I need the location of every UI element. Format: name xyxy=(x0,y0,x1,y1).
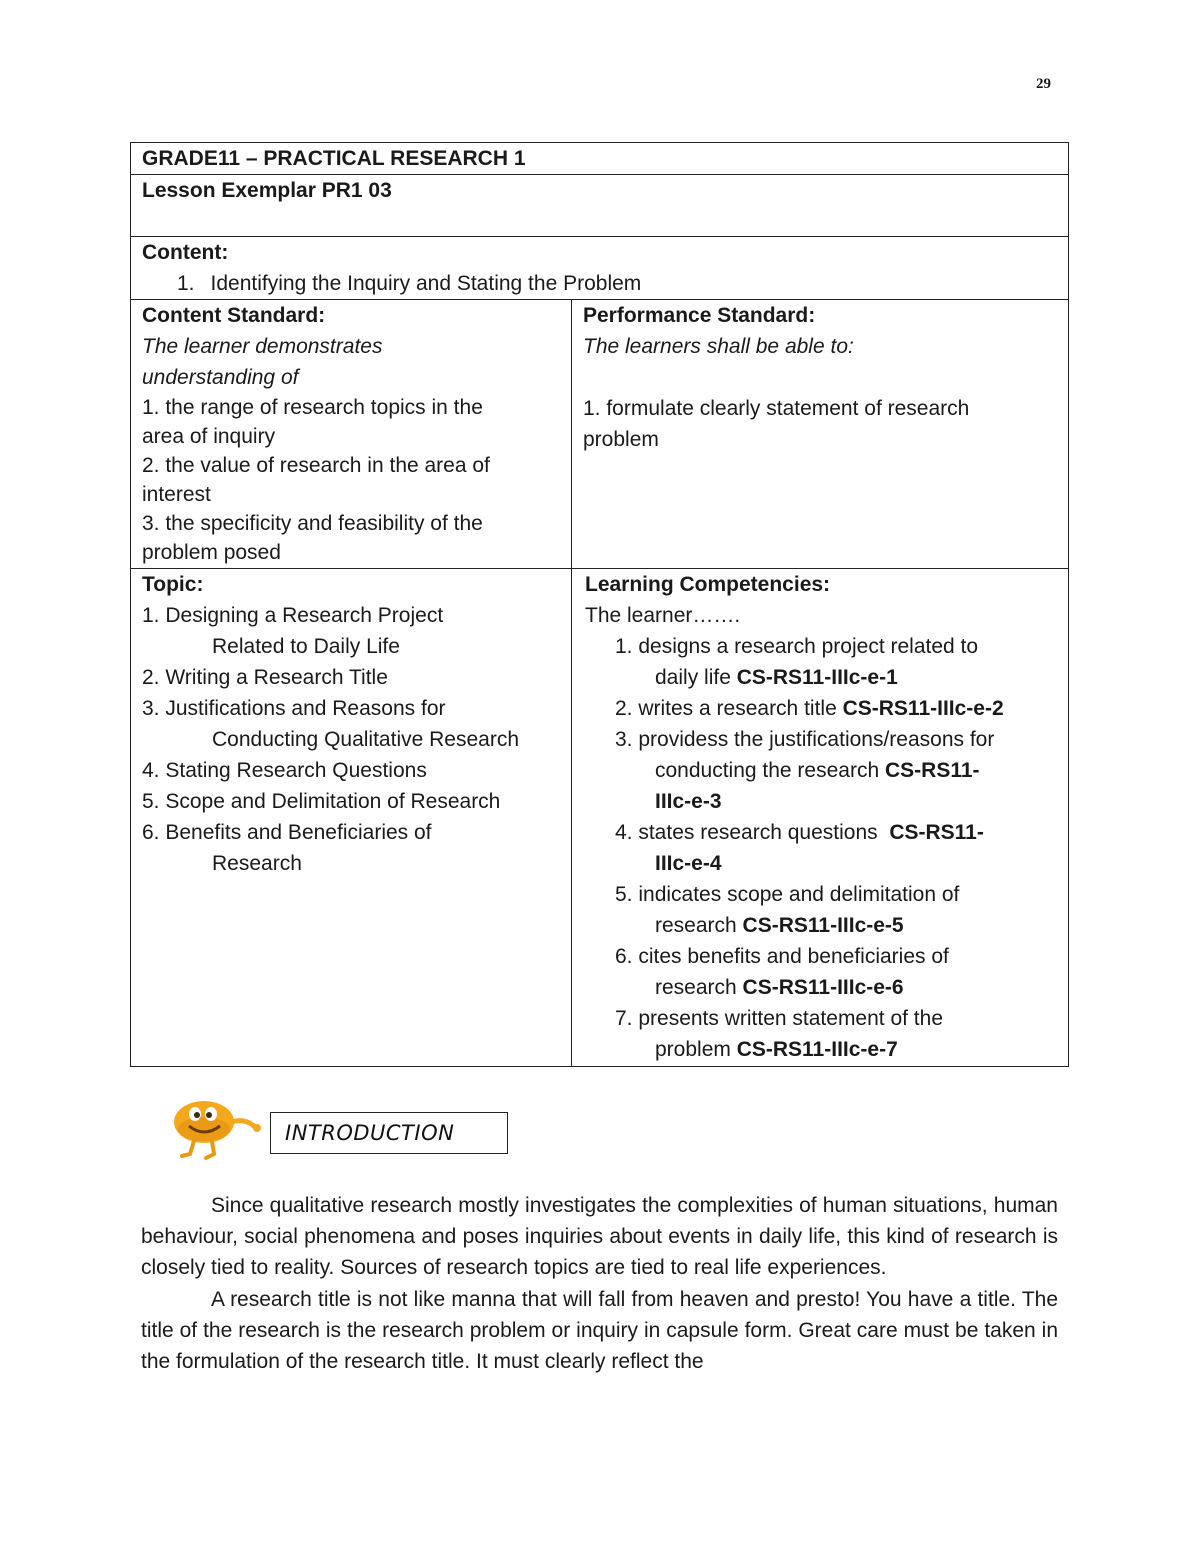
performance-standard-label: Performance Standard: xyxy=(583,304,816,327)
competencies-label: Learning Competencies: xyxy=(585,573,831,596)
content-item-number: 1. xyxy=(177,272,195,295)
topic-item-3-line-2: Conducting Qualitative Research xyxy=(212,728,520,751)
competency-3-line-1: 3. providess the justifications/reasons for xyxy=(615,728,995,751)
topic-item-2: 2. Writing a Research Title xyxy=(142,666,388,689)
introduction-body xyxy=(141,1190,1058,1377)
competency-7-line-2: problem CS-RS11-IIIc-e-7 xyxy=(655,1038,898,1061)
competency-5-line-1: 5. indicates scope and delimitation of xyxy=(615,883,960,906)
competency-3-line-2: conducting the research CS-RS11- xyxy=(655,759,980,782)
topic-item-5: 5. Scope and Delimitation of Research xyxy=(142,790,501,813)
competency-6-code: CS-RS11-IIIc-e-6 xyxy=(742,976,904,999)
introduction-paragraph-2: A research title is not like manna that will fall from heaven and presto! You have a title. The title of the research is the research problem or inquiry in capsule form. Great care must be taken in the formulation of the research title. It must clearly reflect the xyxy=(141,1287,1058,1374)
introduction-box xyxy=(270,1112,508,1154)
performance-standard-intro: The learners shall be able to: xyxy=(583,335,854,358)
competency-2-code: CS-RS11-IIIc-e-2 xyxy=(842,697,1004,720)
mascot-icon xyxy=(170,1098,268,1162)
topic-label: Topic: xyxy=(142,573,204,596)
competency-1-code: CS-RS11-IIIc-e-1 xyxy=(736,666,898,689)
content-standard-cell xyxy=(131,300,572,569)
lesson-table xyxy=(130,142,1069,1067)
content-item xyxy=(142,268,1058,299)
content-standard-item-2-line-2: interest xyxy=(142,483,211,506)
competency-7-line-1: 7. presents written statement of the xyxy=(615,1007,944,1030)
competency-1-line-2: daily life CS-RS11-IIIc-e-1 xyxy=(655,666,898,689)
content-standard-item-1-line-1: 1. the range of research topics in the xyxy=(142,396,483,419)
competency-4-code-a: CS-RS11- xyxy=(889,821,984,844)
competencies-cell xyxy=(572,569,1069,1067)
competency-1-line-1: 1. designs a research project related to xyxy=(615,635,979,658)
competency-4-code-b: IIIc-e-4 xyxy=(655,852,722,875)
topic-item-6-line-1: 6. Benefits and Beneficiaries of xyxy=(142,821,432,844)
competency-3-code-b: IIIc-e-3 xyxy=(655,790,722,813)
topic-competency-row xyxy=(131,569,1069,1067)
performance-standard-item-line-2: problem xyxy=(583,428,659,451)
performance-standard-cell xyxy=(572,300,1069,569)
competency-2: 2. writes a research title CS-RS11-IIIc-e-2 xyxy=(615,697,1004,720)
content-standard-label: Content Standard: xyxy=(142,304,326,327)
topic-item-1-line-2: Related to Daily Life xyxy=(212,635,400,658)
competency-4: 4. states research questions CS-RS11- xyxy=(615,821,984,844)
content-standard-item-1-line-2: area of inquiry xyxy=(142,425,276,448)
content-row xyxy=(131,237,1069,300)
competency-5-line-2: research CS-RS11-IIIc-e-5 xyxy=(655,914,904,937)
content-standard-intro-2: understanding of xyxy=(142,366,299,389)
content-item-text: Identifying the Inquiry and Stating the Problem xyxy=(210,272,642,295)
topic-cell xyxy=(131,569,572,1067)
content-standard-item-3-line-2: problem posed xyxy=(142,541,281,564)
topic-item-1-line-1: 1. Designing a Research Project xyxy=(142,604,444,627)
lesson-title-row xyxy=(131,175,1069,237)
topic-item-4: 4. Stating Research Questions xyxy=(142,759,427,782)
grade-title: GRADE11 – PRACTICAL RESEARCH 1 xyxy=(142,147,526,170)
topic-item-3-line-1: 3. Justifications and Reasons for xyxy=(142,697,446,720)
lesson-title: Lesson Exemplar PR1 03 xyxy=(142,179,392,202)
page-number: 29 xyxy=(1036,76,1051,92)
content-standard-item-2-line-1: 2. the value of research in the area of xyxy=(142,454,490,477)
standards-row xyxy=(131,300,1069,569)
competencies-intro: The learner……. xyxy=(585,604,741,627)
competency-6-line-1: 6. cites benefits and beneficiaries of xyxy=(615,945,949,968)
introduction-header xyxy=(170,1098,530,1164)
performance-standard-item-line-1: 1. formulate clearly statement of research xyxy=(583,397,970,420)
competency-6-line-2: research CS-RS11-IIIc-e-6 xyxy=(655,976,904,999)
competency-7-code: CS-RS11-IIIc-e-7 xyxy=(736,1038,898,1061)
competency-3-code-a: CS-RS11- xyxy=(884,759,980,782)
introduction-paragraph-1: Since qualitative research mostly investigates the complexities of human situations, human behaviour, social phenomena and poses inquiries about events in daily life, this kind of research is closely tied to reality. Sources of research topics are tied to real life experiences. xyxy=(141,1194,1058,1280)
topic-item-6-line-2: Research xyxy=(212,852,302,875)
content-label: Content: xyxy=(142,241,229,264)
content-standard-intro-1: The learner demonstrates xyxy=(142,335,383,358)
content-standard-item-3-line-1: 3. the specificity and feasibility of the xyxy=(142,512,483,535)
grade-title-row xyxy=(131,143,1069,175)
introduction-label: INTRODUCTION xyxy=(285,1121,455,1145)
competency-5-code: CS-RS11-IIIc-e-5 xyxy=(742,914,904,937)
